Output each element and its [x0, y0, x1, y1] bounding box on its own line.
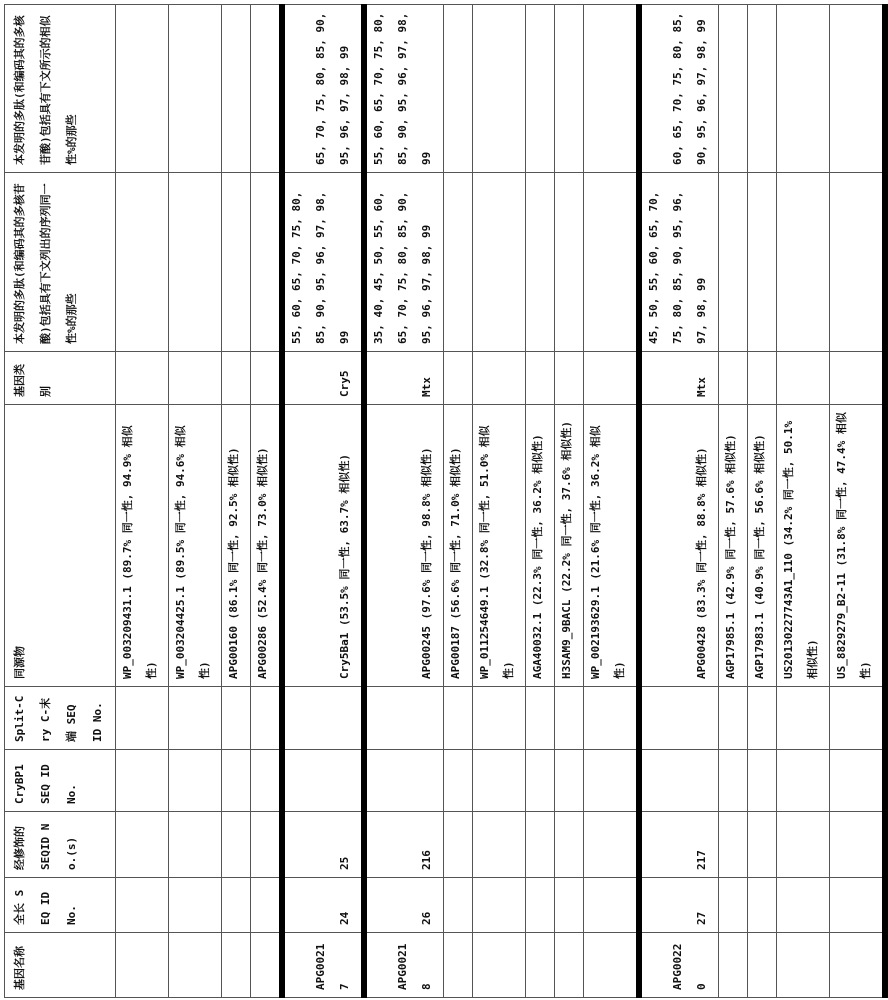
cell-crybp1 — [364, 750, 444, 812]
cell-split — [719, 687, 748, 750]
cell-full-length — [719, 878, 748, 933]
header-crybp1-seq-id: CryBP1 SEQ ID No. — [5, 750, 116, 812]
header-modified-seq-id: 经修饰的 SEQID No.(s) — [5, 812, 116, 878]
table-row — [526, 5, 555, 998]
cell-gene-name — [169, 933, 222, 998]
table-row — [169, 5, 222, 998]
header-gene-name: 基因名称 — [5, 933, 116, 998]
cell-gene-name — [222, 933, 251, 998]
cell-identity — [116, 173, 169, 352]
cell-gene-name — [526, 933, 555, 998]
cell-crybp1 — [282, 750, 364, 812]
cell-full-length — [473, 878, 526, 933]
cell-gene-name — [748, 933, 777, 998]
cell-split — [777, 687, 830, 750]
table-row — [473, 5, 526, 998]
cell-similarity — [584, 5, 640, 173]
table-row — [748, 5, 777, 998]
cell-identity — [748, 173, 777, 352]
cell-full-length — [251, 878, 283, 933]
cell-gene-name — [555, 933, 584, 998]
cell-homolog: Cry5Ba1 (53.5% 同一性, 63.7% 相似性) — [282, 405, 364, 687]
cell-modified — [473, 812, 526, 878]
cell-full-length: 26 — [364, 878, 444, 933]
cell-gene-name — [473, 933, 526, 998]
cell-identity — [251, 173, 283, 352]
cell-split — [526, 687, 555, 750]
cell-similarity — [555, 5, 584, 173]
cell-homolog: WP_002193629.1 (21.6% 同一性, 36.2% 相似性) — [584, 405, 640, 687]
cell-crybp1 — [116, 750, 169, 812]
cell-modified: 217 — [639, 812, 719, 878]
cell-homolog: WP_011254649.1 (32.8% 同一性, 51.0% 相似性) — [473, 405, 526, 687]
cell-split — [444, 687, 473, 750]
cell-full-length: 24 — [282, 878, 364, 933]
table-row — [222, 5, 251, 998]
cell-gene-class — [777, 352, 830, 405]
cell-homolog: APG00160 (86.1% 同一性, 92.5% 相似性) — [222, 405, 251, 687]
cell-crybp1 — [639, 750, 719, 812]
cell-modified — [777, 812, 830, 878]
cell-similarity — [719, 5, 748, 173]
header-gene-class: 基因类别 — [5, 352, 116, 405]
table-row — [719, 5, 748, 998]
cell-split — [473, 687, 526, 750]
header-split-cry-seq-id: Split-Cry C-末端 SEQ ID No. — [5, 687, 116, 750]
cell-homolog: WP_003204425.1 (89.5% 同一性, 94.6% 相似性) — [169, 405, 222, 687]
cell-modified — [444, 812, 473, 878]
table-row — [777, 5, 830, 998]
cell-modified — [830, 812, 886, 878]
cell-similarity: 55, 60, 65, 70, 75, 80, 85, 90, 95, 96, 97, 98, 99 — [364, 5, 444, 173]
table-row — [282, 5, 364, 998]
cell-similarity — [830, 5, 886, 173]
cell-similarity: 65, 70, 75, 80, 85, 90, 95, 96, 97, 98, 99 — [282, 5, 364, 173]
cell-split — [282, 687, 364, 750]
cell-gene-name — [719, 933, 748, 998]
cell-identity: 55, 60, 65, 70, 75, 80, 85, 90, 95, 96, 97, 98, 99 — [282, 173, 364, 352]
cell-gene-name — [251, 933, 283, 998]
cell-similarity — [526, 5, 555, 173]
cell-homolog: APG00286 (52.4% 同一性, 73.0% 相似性) — [251, 405, 283, 687]
cell-split — [555, 687, 584, 750]
table-row — [444, 5, 473, 998]
cell-gene-name — [116, 933, 169, 998]
cell-identity — [777, 173, 830, 352]
cell-identity — [719, 173, 748, 352]
cell-homolog: AGP17983.1 (40.9% 同一性, 56.6% 相似性) — [748, 405, 777, 687]
cell-crybp1 — [251, 750, 283, 812]
cell-modified — [584, 812, 640, 878]
cell-identity — [830, 173, 886, 352]
cell-split — [584, 687, 640, 750]
table-row — [116, 5, 169, 998]
cell-similarity — [473, 5, 526, 173]
table-row — [364, 5, 444, 998]
cell-homolog: US_8829279_B2-11 (31.8% 同一性, 47.4% 相似性) — [830, 405, 886, 687]
cell-similarity — [777, 5, 830, 173]
cell-modified: 25 — [282, 812, 364, 878]
cell-crybp1 — [748, 750, 777, 812]
cell-split — [251, 687, 283, 750]
cell-gene-name — [444, 933, 473, 998]
cell-homolog: AGP17985.1 (42.9% 同一性, 57.6% 相似性) — [719, 405, 748, 687]
cell-crybp1 — [777, 750, 830, 812]
cell-gene-class — [719, 352, 748, 405]
cell-gene-class — [169, 352, 222, 405]
cell-modified — [169, 812, 222, 878]
cell-full-length — [526, 878, 555, 933]
cell-gene-class — [473, 352, 526, 405]
cell-identity: 45, 50, 55, 60, 65, 70, 75, 80, 85, 90, 95, 96, 97, 98, 99 — [639, 173, 719, 352]
cell-modified: 216 — [364, 812, 444, 878]
cell-crybp1 — [444, 750, 473, 812]
cell-identity — [222, 173, 251, 352]
header-similarity: 本发明的多肽(和编码其的多核苷酸)包括具有下文所示的相似性%的那些 — [5, 5, 116, 173]
cell-homolog: APG00187 (56.6% 同一性, 71.0% 相似性) — [444, 405, 473, 687]
homolog-table — [4, 4, 888, 998]
cell-split — [830, 687, 886, 750]
cell-similarity — [169, 5, 222, 173]
cell-homolog: APG00428 (83.3% 同一性, 88.8% 相似性) — [639, 405, 719, 687]
cell-homolog: US20130227743A1_110 (34.2% 同一性, 50.1% 相似性) — [777, 405, 830, 687]
cell-gene-class — [526, 352, 555, 405]
cell-full-length — [444, 878, 473, 933]
header-homolog: 同源物 — [5, 405, 116, 687]
cell-similarity — [251, 5, 283, 173]
table-body — [116, 5, 886, 998]
cell-full-length — [777, 878, 830, 933]
cell-similarity — [222, 5, 251, 173]
cell-gene-name — [584, 933, 640, 998]
cell-gene-name: APG00217 — [282, 933, 364, 998]
cell-split — [169, 687, 222, 750]
cell-identity — [473, 173, 526, 352]
cell-identity — [526, 173, 555, 352]
cell-similarity: 60, 65, 70, 75, 80, 85, 90, 95, 96, 97, 98, 99 — [639, 5, 719, 173]
cell-similarity — [748, 5, 777, 173]
cell-gene-class — [251, 352, 283, 405]
table-row — [555, 5, 584, 998]
cell-split — [222, 687, 251, 750]
cell-crybp1 — [584, 750, 640, 812]
table-row — [251, 5, 283, 998]
cell-identity: 35, 40, 45, 50, 55, 60, 65, 70, 75, 80, 85, 90, 95, 96, 97, 98, 99 — [364, 173, 444, 352]
cell-modified — [526, 812, 555, 878]
cell-split — [116, 687, 169, 750]
cell-identity — [555, 173, 584, 352]
cell-similarity — [116, 5, 169, 173]
cell-gene-class: Cry5 — [282, 352, 364, 405]
cell-split — [364, 687, 444, 750]
cell-modified — [222, 812, 251, 878]
cell-crybp1 — [222, 750, 251, 812]
cell-gene-class — [555, 352, 584, 405]
cell-crybp1 — [169, 750, 222, 812]
cell-gene-name: APG00218 — [364, 933, 444, 998]
cell-homolog: APG00245 (97.6% 同一性, 98.8% 相似性) — [364, 405, 444, 687]
cell-gene-class: Mtx — [639, 352, 719, 405]
header-identity: 本发明的多肽(和编码其的多核苷酸)包括具有下文列出的序列同一性%的那些 — [5, 173, 116, 352]
cell-modified — [748, 812, 777, 878]
cell-gene-class — [116, 352, 169, 405]
header-row — [5, 5, 116, 998]
cell-gene-name — [830, 933, 886, 998]
cell-crybp1 — [526, 750, 555, 812]
cell-gene-class — [444, 352, 473, 405]
cell-identity — [169, 173, 222, 352]
cell-full-length: 27 — [639, 878, 719, 933]
cell-homolog: WP_003209431.1 (89.7% 同一性, 94.9% 相似性) — [116, 405, 169, 687]
cell-full-length — [830, 878, 886, 933]
cell-gene-name: APG00220 — [639, 933, 719, 998]
cell-crybp1 — [473, 750, 526, 812]
cell-identity — [584, 173, 640, 352]
cell-crybp1 — [830, 750, 886, 812]
cell-homolog: H3SAM9_9BACL (22.2% 同一性, 37.6% 相似性) — [555, 405, 584, 687]
rotated-document-page — [0, 0, 676, 1000]
cell-modified — [251, 812, 283, 878]
cell-gene-name — [777, 933, 830, 998]
table-row — [584, 5, 640, 998]
cell-modified — [116, 812, 169, 878]
cell-gene-class — [584, 352, 640, 405]
cell-identity — [444, 173, 473, 352]
cell-modified — [555, 812, 584, 878]
cell-gene-class — [830, 352, 886, 405]
cell-full-length — [222, 878, 251, 933]
cell-full-length — [169, 878, 222, 933]
cell-full-length — [116, 878, 169, 933]
cell-split — [639, 687, 719, 750]
cell-homolog: AGA40032.1 (22.3% 同一性, 36.2% 相似性) — [526, 405, 555, 687]
cell-gene-class: Mtx — [364, 352, 444, 405]
cell-full-length — [584, 878, 640, 933]
cell-split — [748, 687, 777, 750]
table-row — [830, 5, 886, 998]
cell-modified — [719, 812, 748, 878]
cell-crybp1 — [719, 750, 748, 812]
cell-gene-class — [222, 352, 251, 405]
header-full-length-seq-id: 全长 SEQ ID No. — [5, 878, 116, 933]
table-row — [639, 5, 719, 998]
cell-gene-class — [748, 352, 777, 405]
cell-full-length — [555, 878, 584, 933]
cell-similarity — [444, 5, 473, 173]
cell-full-length — [748, 878, 777, 933]
cell-crybp1 — [555, 750, 584, 812]
